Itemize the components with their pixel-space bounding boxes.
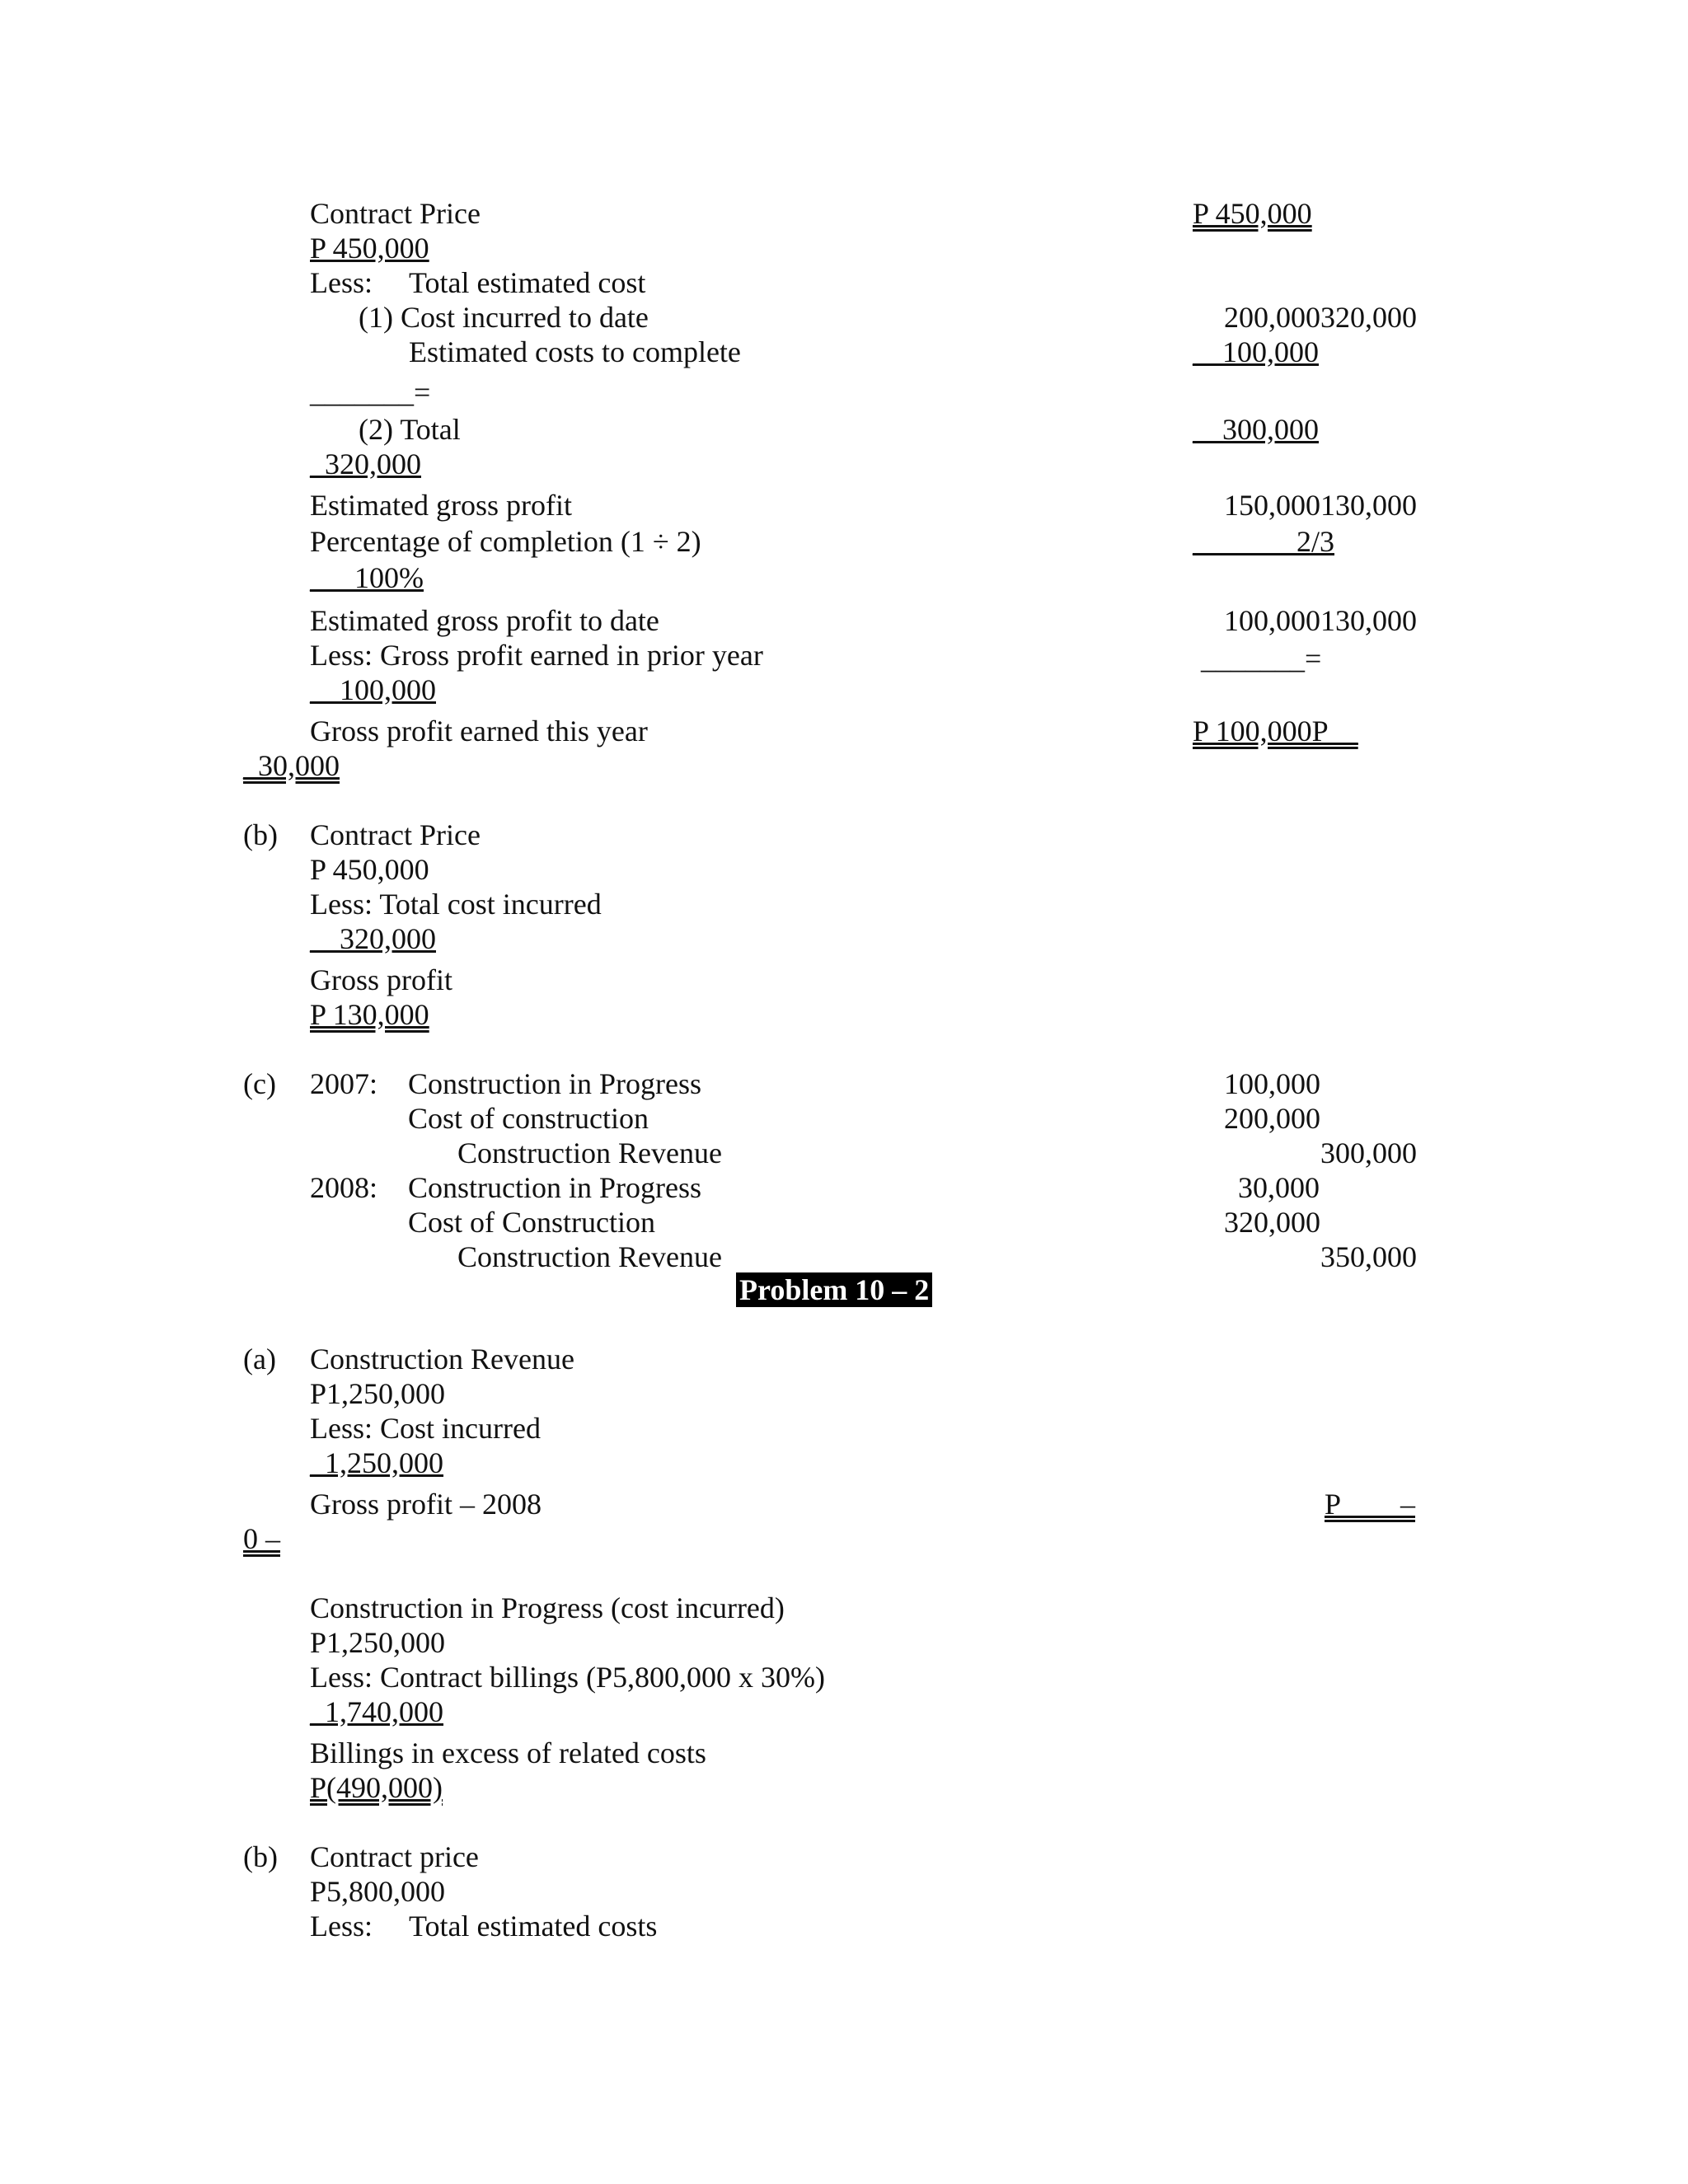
a2-less-label: Less: Cost incurred	[310, 1412, 541, 1445]
entry-account: Construction in Progress	[408, 1067, 701, 1100]
billings-value: _1,740,000	[310, 1695, 443, 1728]
b-contract-price-value: P 450,000	[310, 853, 429, 886]
percentage-label: Percentage of completion (1 ÷ 2)	[310, 525, 701, 558]
excess-value: P(490,000)	[310, 1771, 443, 1804]
gp-to-date-label: Estimated gross profit to date	[310, 604, 659, 637]
cost-incurred-label: (1) Cost incurred to date	[359, 301, 649, 334]
est-complete-value: __100,000	[1193, 335, 1319, 368]
cost-incurred-values: 200,000320,000	[1224, 301, 1417, 334]
b2-less-label: Less:	[310, 1910, 373, 1943]
gp-this-year-value-right: P 100,000P__	[1193, 715, 1358, 748]
percentage-value-left: ___100%	[310, 561, 424, 594]
total-value-right: __300,000	[1193, 413, 1319, 446]
b-gross-profit-label: Gross profit	[310, 963, 452, 996]
b2-contract-price-label: Contract price	[310, 1840, 479, 1873]
gp-2008-value-left: 0 –	[243, 1522, 280, 1555]
entry-debit: 100,000	[1224, 1067, 1320, 1100]
est-complete-label: Estimated costs to complete	[409, 335, 741, 368]
contract-price-label: Contract Price	[310, 197, 481, 230]
contract-price-value-left: P 450,000	[310, 232, 429, 265]
year-2007: 2007:	[310, 1067, 378, 1100]
revenue-value: P1,250,000	[310, 1377, 446, 1410]
part-c-marker: (c)	[243, 1067, 276, 1100]
gp-2008-label: Gross profit – 2008	[310, 1488, 542, 1521]
b2-contract-price-value: P5,800,000	[310, 1875, 446, 1908]
b2-total-estimated-costs: Total estimated costs	[409, 1910, 658, 1943]
entry-debit: 200,000	[1224, 1102, 1320, 1135]
gp-2008-value-right: P____–	[1325, 1488, 1416, 1521]
less-prior-value-right: _______=	[1201, 642, 1322, 675]
est-gross-profit-label: Estimated gross profit	[310, 489, 572, 522]
cip-value: P1,250,000	[310, 1626, 446, 1659]
entry-account: Construction Revenue	[457, 1137, 722, 1169]
percentage-value-right: _______2/3	[1193, 525, 1335, 558]
gp-this-year-value-left: _30,000	[243, 749, 340, 782]
less-label: Less:	[310, 266, 373, 299]
part-a2-marker: (a)	[243, 1343, 276, 1376]
b-less-label: Less: Total cost incurred	[310, 888, 602, 921]
gp-this-year-label: Gross profit earned this year	[310, 715, 648, 748]
billings-label: Less: Contract billings (P5,800,000 x 30%)	[310, 1661, 825, 1694]
b-gross-profit-value: P 130,000	[310, 998, 429, 1031]
entry-credit: 300,000	[1320, 1137, 1417, 1169]
entry-account: Cost of Construction	[408, 1206, 656, 1239]
less-prior-label: Less: Gross profit earned in prior year	[310, 639, 763, 672]
total-value-left: _320,000	[310, 448, 421, 480]
a2-less-value: _1,250,000	[310, 1446, 443, 1479]
b-less-value: __320,000	[310, 922, 436, 955]
revenue-label: Construction Revenue	[310, 1343, 574, 1376]
gp-to-date-values: 100,000130,000	[1224, 604, 1417, 637]
total-label: (2) Total	[359, 413, 461, 446]
b-contract-price-label: Contract Price	[310, 818, 481, 851]
entry-account: Cost of construction	[408, 1102, 649, 1135]
entry-debit: 320,000	[1224, 1206, 1320, 1239]
part-b2-marker: (b)	[243, 1840, 278, 1873]
part-b-marker: (b)	[243, 818, 278, 851]
year-2008: 2008:	[310, 1171, 378, 1204]
contract-price-value-right: P 450,000	[1193, 197, 1312, 230]
entry-account: Construction in Progress	[408, 1171, 701, 1204]
entry-credit: 350,000	[1320, 1240, 1417, 1273]
problem-heading: Problem 10 – 2	[736, 1272, 932, 1307]
blank-line: _______=	[310, 376, 431, 409]
less-prior-value-left: __100,000	[310, 673, 436, 706]
entry-debit: 30,000	[1238, 1171, 1320, 1204]
est-gross-profit-values: 150,000130,000	[1224, 489, 1417, 522]
excess-label: Billings in excess of related costs	[310, 1736, 706, 1769]
total-estimated-cost-label: Total estimated cost	[409, 266, 646, 299]
entry-account: Construction Revenue	[457, 1240, 722, 1273]
cip-label: Construction in Progress (cost incurred)	[310, 1591, 785, 1624]
